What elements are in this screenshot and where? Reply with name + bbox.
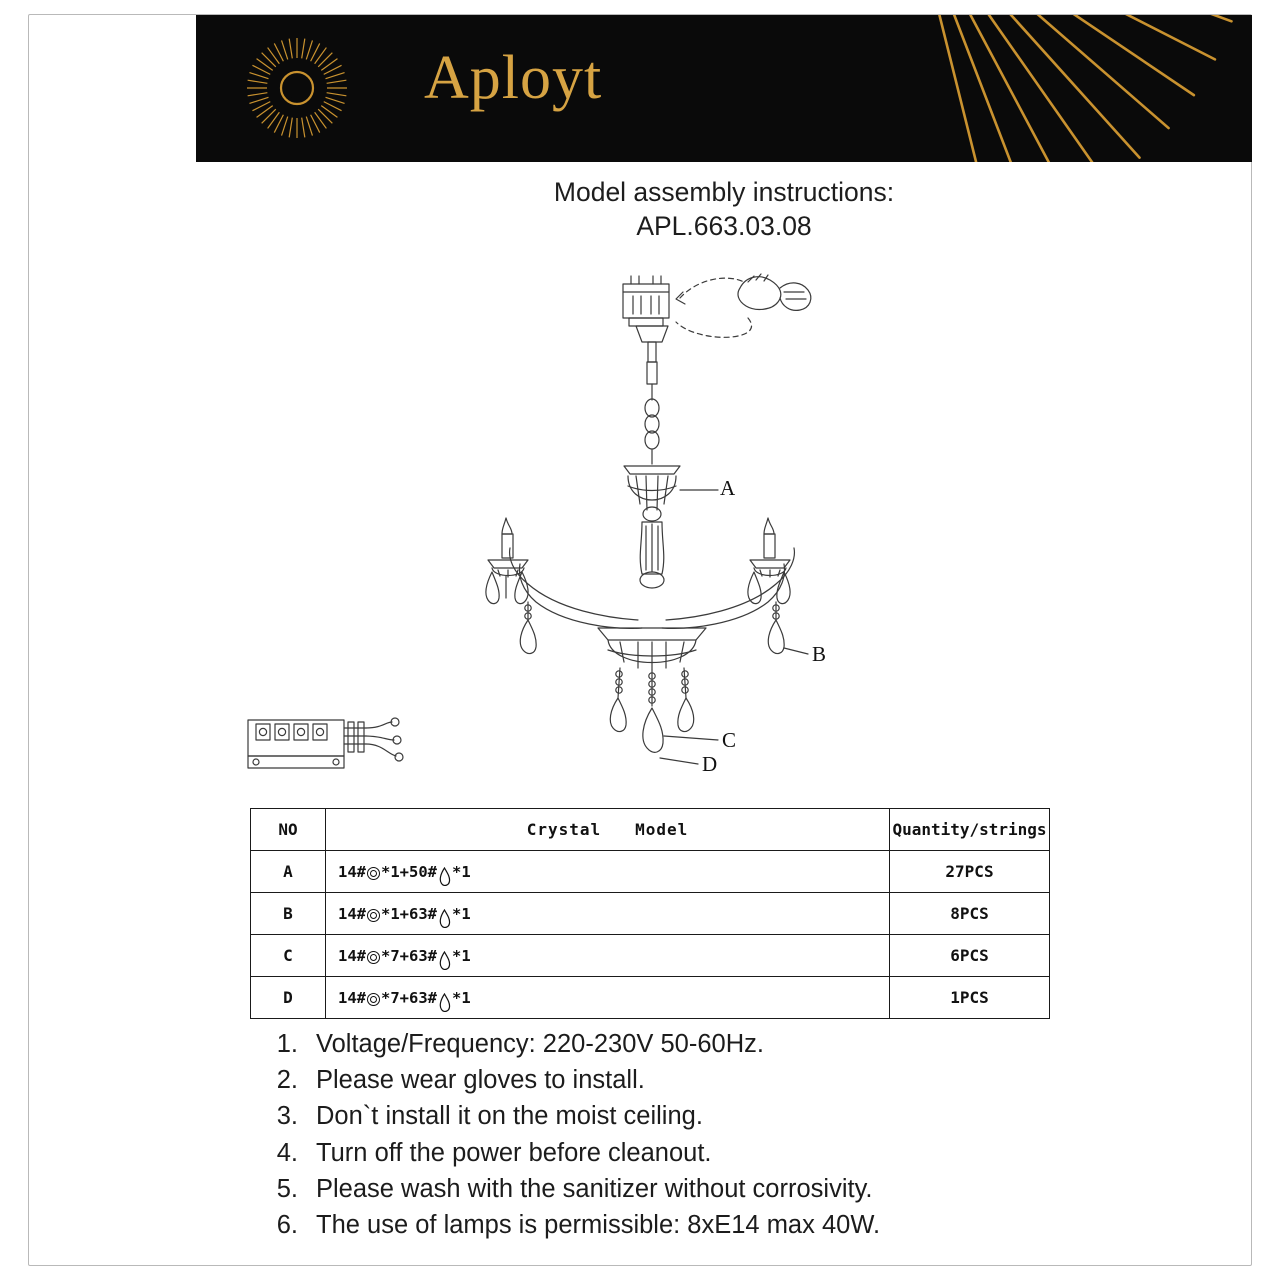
ceiling-bracket-icon	[623, 276, 669, 326]
bead-icon	[367, 909, 380, 922]
row-b-desc	[326, 893, 890, 935]
list-item	[252, 1026, 1072, 1062]
sunburst-rays-svg	[244, 35, 350, 141]
row-a-post: *1	[452, 862, 471, 881]
row-d-mid: *7+63#	[381, 988, 437, 1007]
row-d-pre: 14#	[338, 988, 366, 1007]
row-d-desc	[326, 977, 890, 1019]
page-title	[196, 176, 1252, 244]
row-d-no: D	[251, 977, 326, 1019]
gloved-hand-icon	[738, 274, 811, 310]
list-item	[252, 1171, 1072, 1207]
note-text-1: Voltage/Frequency: 220-230V 50-60Hz.	[316, 1030, 764, 1058]
note-text-5: Please wash with the sanitizer without corrosivity.	[316, 1174, 873, 1203]
table-row	[251, 935, 1050, 977]
instructions-list	[252, 1026, 1072, 1243]
bead-icon	[367, 867, 380, 880]
header-description	[326, 809, 890, 851]
callout-label-b: B	[812, 642, 827, 666]
parts-table	[250, 808, 1050, 1019]
note-text-4: Turn off the power before cleanout.	[316, 1138, 712, 1167]
row-a-mid: *1+50#	[381, 862, 437, 881]
header-crystal: Crystal	[526, 820, 602, 839]
brand-header	[196, 15, 1252, 162]
header-model: Model	[635, 820, 689, 839]
list-item	[252, 1207, 1072, 1243]
table-row	[251, 851, 1050, 893]
list-item	[252, 1098, 1072, 1134]
header-no: NO	[251, 809, 326, 851]
table-header-row	[251, 809, 1050, 851]
callout-label-a: A	[720, 476, 736, 500]
teardrop-icon	[438, 993, 451, 1012]
list-item	[252, 1135, 1072, 1171]
row-c-desc	[326, 935, 890, 977]
bead-icon	[367, 951, 380, 964]
row-c-no: C	[251, 935, 326, 977]
row-b-pre: 14#	[338, 904, 366, 923]
row-c-qty: 6PCS	[890, 935, 1050, 977]
row-a-no: A	[251, 851, 326, 893]
callout-label-c: C	[722, 728, 737, 752]
row-d-post: *1	[452, 988, 471, 1007]
teardrop-icon	[438, 867, 451, 886]
fan-rays-decoration-icon	[852, 15, 1252, 162]
note-number-2: 2.	[276, 1066, 298, 1095]
note-number-5: 5.	[276, 1174, 298, 1203]
bead-icon	[367, 993, 380, 1006]
row-b-post: *1	[452, 904, 471, 923]
note-number-4: 4.	[276, 1138, 298, 1167]
chandelier-assembly-diagram	[228, 258, 1088, 803]
table-row	[251, 893, 1050, 935]
row-b-no: B	[251, 893, 326, 935]
note-number-3: 3.	[276, 1102, 298, 1131]
sunburst-logo-icon	[244, 35, 350, 141]
row-a-pre: 14#	[338, 862, 366, 881]
row-c-post: *1	[452, 946, 471, 965]
table-row	[251, 977, 1050, 1019]
brand-name: Aployt	[424, 44, 603, 112]
row-c-pre: 14#	[338, 946, 366, 965]
row-a-qty: 27PCS	[890, 851, 1050, 893]
chandelier-illustration-svg	[228, 258, 1088, 803]
row-c-mid: *7+63#	[381, 946, 437, 965]
callout-label-d: D	[702, 752, 718, 776]
title-line-1: Model assembly instructions:	[553, 177, 895, 207]
header-quantity: Quantity/strings	[890, 809, 1050, 851]
teardrop-icon	[438, 951, 451, 970]
teardrop-icon	[438, 909, 451, 928]
note-text-2: Please wear gloves to install.	[316, 1066, 645, 1095]
row-b-mid: *1+63#	[381, 904, 437, 923]
note-number-1: 1.	[276, 1030, 298, 1058]
wiring-terminal-block-icon	[248, 718, 403, 768]
note-text-3: Don`t install it on the moist ceiling.	[316, 1102, 703, 1131]
list-item	[252, 1062, 1072, 1098]
row-a-desc	[326, 851, 890, 893]
row-b-qty: 8PCS	[890, 893, 1050, 935]
title-line-2: APL.663.03.08	[636, 210, 812, 241]
note-text-6: The use of lamps is permissible: 8xE14 max 40W.	[316, 1211, 881, 1240]
note-number-6: 6.	[276, 1211, 298, 1240]
row-d-qty: 1PCS	[890, 977, 1050, 1019]
